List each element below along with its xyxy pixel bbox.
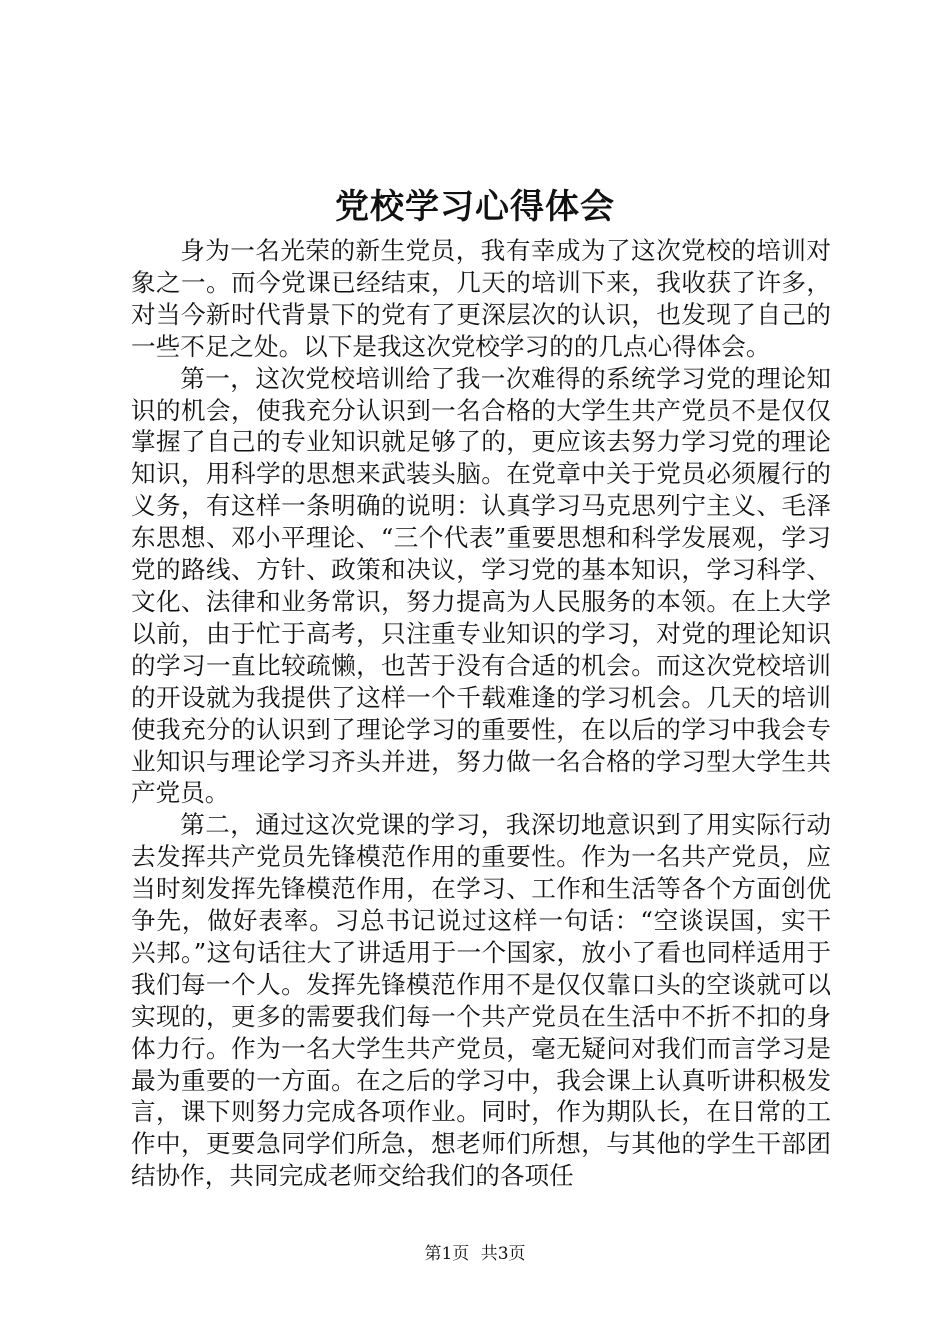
paragraph-first-point: 第一，这次党校培训给了我一次难得的系统学习党的理论知识的机会，使我充分认识到一名合格的大学生共产党员不是仅仅掌握了自己的专业知识就足够了的，更应该去努力学习党的理论知识，用科学的思想来武装头脑。在党章中关于党员必须履行的义务，有这样一条明确的说明：认真学习马克思列宁主义、毛泽东思想、邓小平理论、“三个代表”重要思想和科学发展观，学习党的路线、方针、政策和决议，学习党的基本知识，学习科学、文化、法律和业务常识，努力提高为人民服务的本领。在上大学以前，由于忙于高考，只注重专业知识的学习，对党的理论知识的学习一直比较疏懒，也苦于没有合适的机会。而这次党校培训的开设就为我提供了这样一个千载难逢的学习机会。几天的培训使我充分的认识到了理论学习的重要性，在以后的学习中我会专业知识与理论学习齐头并进，努力做一名合格的学习型大学生共产党员。 [131, 363, 831, 808]
document-body [131, 235, 831, 1192]
page-footer [0, 1242, 950, 1266]
paragraph-intro: 身为一名光荣的新生党员，我有幸成为了这次党校的培训对象之一。而今党课已经结束，几天的培训下来，我收获了许多，对当今新时代背景下的党有了更深层次的认识，也发现了自己的一些不足之处。以下是我这次党校学习的的几点心得体会。 [131, 236, 831, 361]
page-total: 共3页 [480, 1244, 526, 1264]
document-title: 党校学习心得体会 [335, 187, 615, 227]
paragraph-second-point: 第二，通过这次党课的学习，我深切地意识到了用实际行动去发挥共产党员先锋模范作用的重要性。作为一名共产党员，应当时刻发挥先锋模范作用，在学习、工作和生活等各个方面创优争先，做好表率。习总书记说过这样一句话：“空谈误国，实干兴邦。”这句话往大了讲适用于一个国家，放小了看也同样适用于我们每一个人。发挥先锋模范作用不是仅仅靠口头的空谈就可以实现的，更多的需要我们每一个共产党员在生活中不折不扣的身体力行。作为一名大学生共产党员，毫无疑问对我们而言学习是最为重要的一方面。在之后的学习中，我会课上认真听讲积极发言，课下则努力完成各项作业。同时，作为期队长，在日常的工作中，更要急同学们所急，想老师们所想，与其他的学生干部团结协作，共同完成老师交给我们的各项任 [131, 810, 831, 1191]
page-number: 第1页 [424, 1244, 470, 1264]
